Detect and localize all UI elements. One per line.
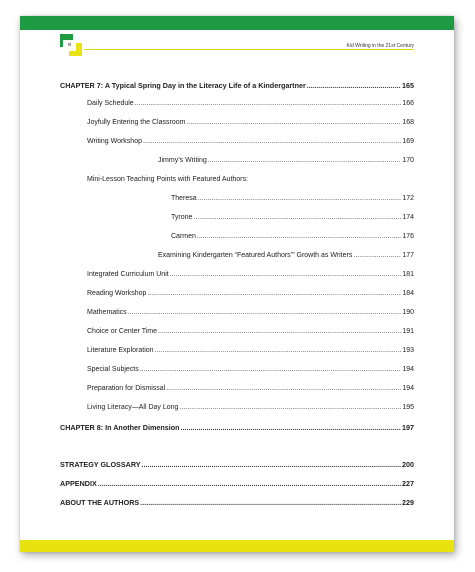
- toc-entry-title: Joyfully Entering the Classroom: [87, 119, 186, 126]
- toc-entry-page: 195: [402, 404, 414, 411]
- toc-entry-title: STRATEGY GLOSSARY: [60, 460, 141, 469]
- logo-icon: [60, 34, 82, 56]
- toc-entry[interactable]: [60, 81, 414, 90]
- dot-leader: [193, 214, 401, 221]
- toc-entry[interactable]: [87, 176, 414, 183]
- toc-entry-title: Reading Workshop: [87, 290, 147, 297]
- dot-leader: [307, 81, 401, 90]
- book-page: [20, 16, 454, 552]
- toc-entry[interactable]: [171, 195, 414, 202]
- running-head: Kid Writing in the 21st Century: [346, 43, 414, 49]
- dot-leader: [197, 233, 401, 240]
- top-color-band: [20, 16, 454, 30]
- toc-entry-title: Choice or Center Time: [87, 328, 158, 335]
- toc-entry[interactable]: [60, 479, 414, 488]
- dot-leader: [140, 498, 401, 507]
- toc-entry-title: Carmen: [171, 233, 196, 240]
- toc-entry[interactable]: [87, 138, 414, 145]
- dot-leader: [353, 252, 401, 259]
- toc-entry[interactable]: [171, 233, 414, 240]
- dot-leader: [208, 157, 402, 164]
- toc-entry[interactable]: [171, 214, 414, 221]
- toc-entry-title: Daily Schedule: [87, 100, 134, 107]
- toc-entry-title: Theresa: [171, 195, 197, 202]
- toc-entry[interactable]: [60, 423, 414, 432]
- dot-leader: [143, 138, 401, 145]
- toc-entry-title: Writing Workshop: [87, 138, 142, 145]
- toc-entry-page: 184: [402, 290, 414, 297]
- toc-entry-title: ABOUT THE AUTHORS: [60, 498, 140, 507]
- toc-entry-page: 165: [402, 81, 414, 90]
- dot-leader: [170, 271, 402, 278]
- toc-entry[interactable]: [87, 119, 414, 126]
- toc-entry[interactable]: [87, 328, 414, 335]
- toc-entry[interactable]: [60, 498, 414, 507]
- toc-entry-page: 190: [402, 309, 414, 316]
- toc-entry-page: 172: [402, 195, 414, 202]
- toc-entry-page: 181: [402, 271, 414, 278]
- dot-leader: [166, 385, 401, 392]
- toc-entry[interactable]: [87, 290, 414, 297]
- dot-leader: [158, 328, 401, 335]
- dot-leader: [155, 347, 402, 354]
- toc-entry-page: 191: [402, 328, 414, 335]
- toc-entry-title: Literature Exploration: [87, 347, 154, 354]
- toc-entry[interactable]: [158, 252, 414, 259]
- toc-entry-title: Special Subjects: [87, 366, 139, 373]
- dot-leader: [198, 195, 402, 202]
- toc-entry-page: 194: [402, 385, 414, 392]
- toc-entry-title: Tyrone: [171, 214, 193, 221]
- header-rule: [84, 49, 414, 50]
- toc-entry[interactable]: [87, 366, 414, 373]
- page-number: vi: [63, 40, 76, 51]
- toc-entry-title: Living Literacy—All Day Long: [87, 404, 179, 411]
- toc-entry-page: 193: [402, 347, 414, 354]
- toc-entry-page: 169: [402, 138, 414, 145]
- toc-entry-title: CHAPTER 8: In Another Dimension: [60, 423, 180, 432]
- dot-leader: [147, 290, 401, 297]
- toc-entry-page: 227: [402, 479, 414, 488]
- dot-leader: [181, 423, 401, 432]
- toc-entry-title: CHAPTER 7: A Typical Spring Day in the Literacy Life of a Kindergartner: [60, 81, 306, 90]
- dot-leader: [186, 119, 401, 126]
- toc-entry-title: Mathematics: [87, 309, 127, 316]
- toc-entry[interactable]: [87, 309, 414, 316]
- dot-leader: [179, 404, 401, 411]
- toc-entry[interactable]: [87, 100, 414, 107]
- toc-entry-title: Jimmy’s Writing: [158, 157, 207, 164]
- toc-entry[interactable]: [158, 157, 414, 164]
- dot-leader: [135, 100, 402, 107]
- dot-leader: [98, 479, 401, 488]
- toc-entry-page: 229: [402, 498, 414, 507]
- toc-entry-page: 174: [402, 214, 414, 221]
- dot-leader: [140, 366, 402, 373]
- toc-entry-page: 166: [402, 100, 414, 107]
- toc-entry[interactable]: [87, 404, 414, 411]
- toc-entry-page: 177: [402, 252, 414, 259]
- toc-entry-title: Examining Kindergarten “Featured Authors’” Growth as Writers: [158, 252, 353, 259]
- bottom-color-band: [20, 540, 454, 552]
- toc-entry-title: Preparation for Dismissal: [87, 385, 166, 392]
- toc-entry-page: 168: [402, 119, 414, 126]
- toc-entry[interactable]: [87, 385, 414, 392]
- toc-entry-title: Mini-Lesson Teaching Points with Featured Authors:: [87, 176, 248, 183]
- toc-entry-page: 170: [402, 157, 414, 164]
- toc-entry[interactable]: [60, 460, 414, 469]
- toc-entry-page: 200: [402, 460, 414, 469]
- toc-entry-page: 176: [402, 233, 414, 240]
- toc-entry-title: Integrated Curriculum Unit: [87, 271, 169, 278]
- toc-entry[interactable]: [87, 271, 414, 278]
- toc-entry-page: 197: [402, 423, 414, 432]
- dot-leader: [128, 309, 402, 316]
- dot-leader: [142, 460, 401, 469]
- toc-entry-page: 194: [402, 366, 414, 373]
- toc-entry-title: APPENDIX: [60, 479, 97, 488]
- toc-entry[interactable]: [87, 347, 414, 354]
